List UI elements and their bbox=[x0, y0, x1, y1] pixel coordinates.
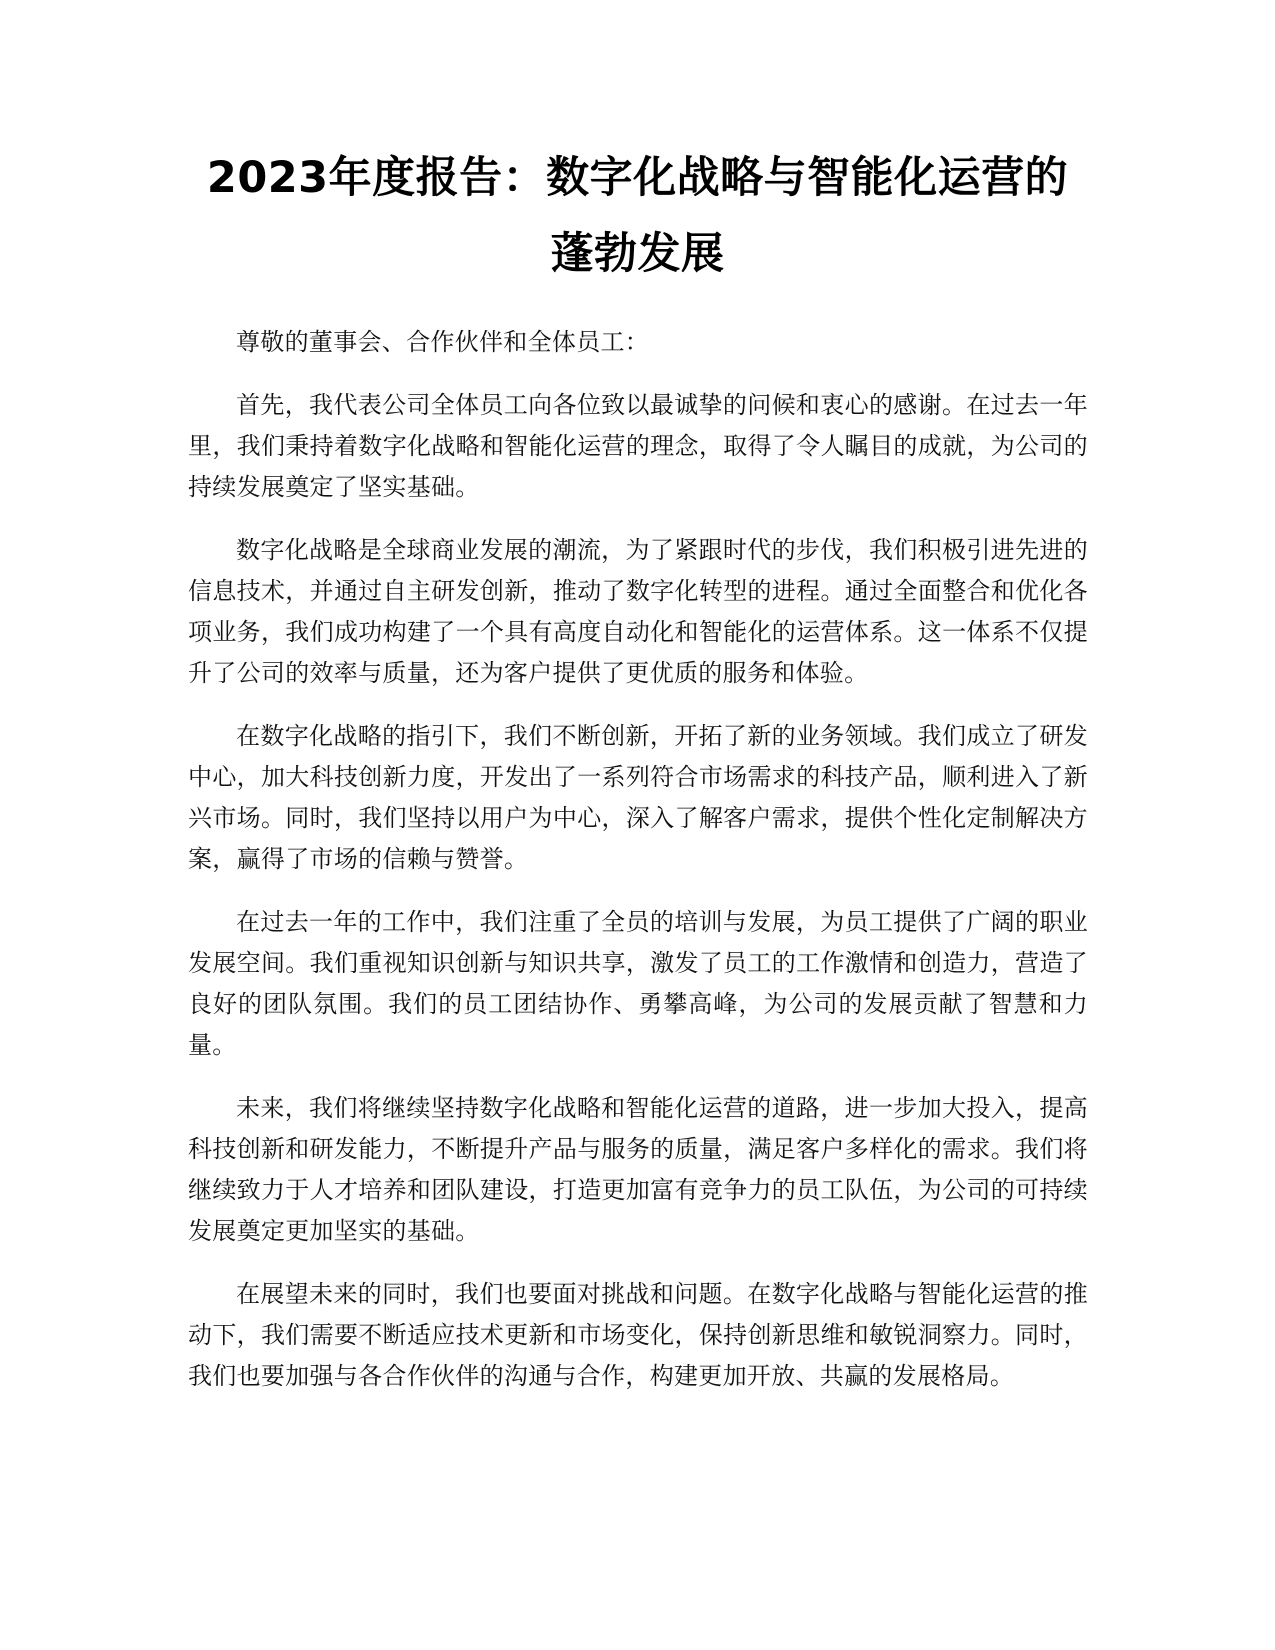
document-body bbox=[188, 322, 1088, 1419]
greeting-line: 尊敬的董事会、合作伙伴和全体员工： bbox=[236, 328, 650, 356]
paragraph-1: 首先，我代表公司全体员工向各位致以最诚挚的问候和衷心的感谢。在过去一年里，我们秉持着数字化战略和智能化运营的理念，取得了令人瞩目的成就，为公司的持续发展奠定了坚实基础。 bbox=[188, 391, 1088, 501]
document-title: 2023年度报告：数字化战略与智能化运营的蓬勃发展 bbox=[206, 153, 1069, 279]
paragraph-4: 在过去一年的工作中，我们注重了全员的培训与发展，为员工提供了广阔的职业发展空间。我们重视知识创新与知识共享，激发了员工的工作激情和创造力，营造了良好的团队氛围。我们的员工团结协作、勇攀高峰，为公司的发展贡献了智慧和力量。 bbox=[188, 908, 1088, 1059]
paragraph-5: 未来，我们将继续坚持数字化战略和智能化运营的道路，进一步加大投入，提高科技创新和研发能力，不断提升产品与服务的质量，满足客户多样化的需求。我们将继续致力于人才培养和团队建设，打造更加富有竞争力的员工队伍，为公司的可持续发展奠定更加坚实的基础。 bbox=[188, 1094, 1088, 1245]
paragraph-2: 数字化战略是全球商业发展的潮流，为了紧跟时代的步伐，我们积极引进先进的信息技术，并通过自主研发创新，推动了数字化转型的进程。通过全面整合和优化各项业务，我们成功构建了一个具有高度自动化和智能化的运营体系。这一体系不仅提升了公司的效率与质量，还为客户提供了更优质的服务和体验。 bbox=[188, 536, 1088, 687]
paragraph-3: 在数字化战略的指引下，我们不断创新，开拓了新的业务领域。我们成立了研发中心，加大科技创新力度，开发出了一系列符合市场需求的科技产品，顺利进入了新兴市场。同时，我们坚持以用户为中心，深入了解客户需求，提供个性化定制解决方案，赢得了市场的信赖与赞誉。 bbox=[188, 722, 1088, 873]
paragraph-6: 在展望未来的同时，我们也要面对挑战和问题。在数字化战略与智能化运营的推动下，我们需要不断适应技术更新和市场变化，保持创新思维和敏锐洞察力。同时，我们也要加强与各合作伙伴的沟通与合作，构建更加开放、共赢的发展格局。 bbox=[188, 1280, 1088, 1390]
